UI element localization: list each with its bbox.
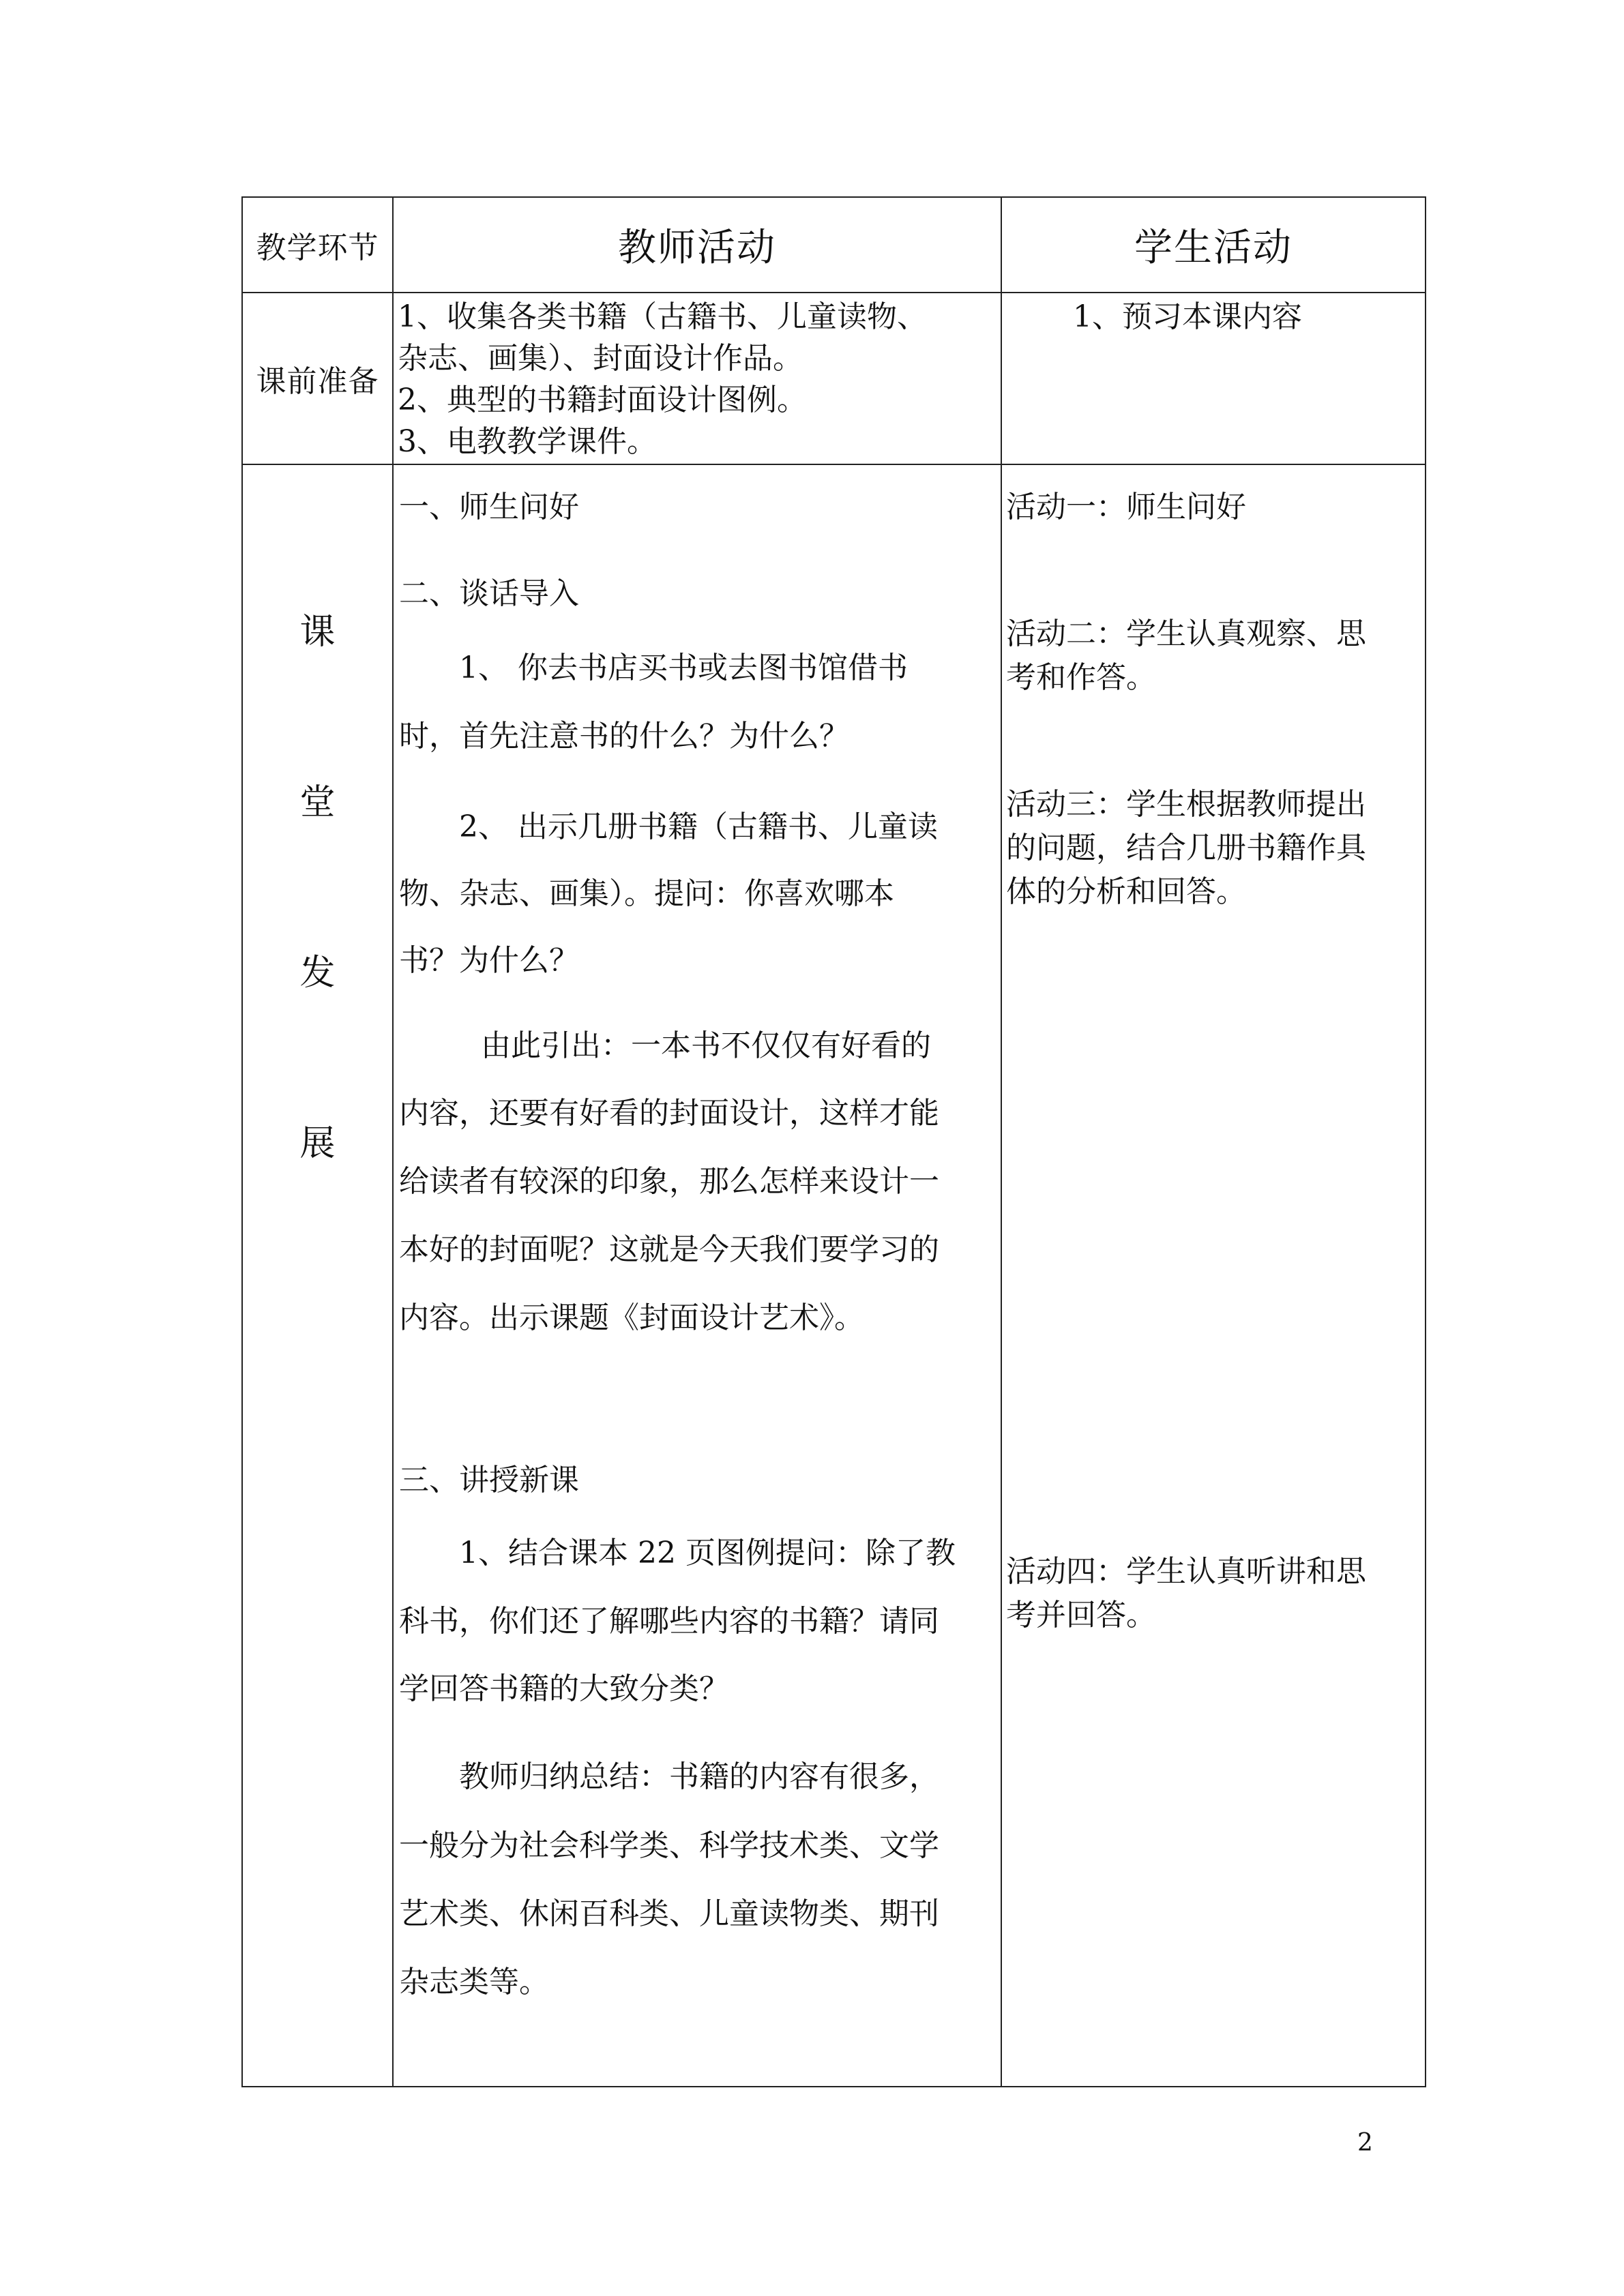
teacher-line: 二、谈话导入 <box>399 576 579 611</box>
classroom-development-row <box>242 464 1426 2087</box>
prep-student-cell: 1、预习本课内容 <box>1001 293 1426 464</box>
teacher-line: 物、杂志、画集）。提问：你喜欢哪本 <box>399 876 894 911</box>
student-line: 考并回答。 <box>1006 1598 1156 1632</box>
prep-teacher-cell <box>393 293 1001 464</box>
classroom-development-label <box>242 464 393 2087</box>
student-line: 活动二：学生认真观察、思 <box>1006 616 1366 651</box>
teacher-line: 1、 你去书店买书或去图书馆借书 <box>459 651 908 685</box>
teacher-line: 教师归纳总结：书籍的内容有很多， <box>459 1759 939 1794</box>
teacher-line: 内容，还要有好看的封面设计，这样才能 <box>399 1096 939 1131</box>
teacher-line: 杂志类等。 <box>399 1965 549 1999</box>
student-line: 体的分析和回答。 <box>1006 874 1246 909</box>
student-line: 的问题，结合几册书籍作具 <box>1006 831 1366 865</box>
header-row <box>242 197 1426 293</box>
teacher-line: 内容。出示课题《封面设计艺术》。 <box>399 1300 864 1335</box>
teacher-line: 一般分为社会科学类、科学技术类、文学 <box>399 1828 939 1863</box>
header-stage: 教学环节 <box>242 197 393 293</box>
teacher-line: 时，首先注意书的什么？为什么？ <box>399 719 849 754</box>
student-activity-cell <box>1001 464 1426 2087</box>
student-line: 活动三：学生根据教师提出 <box>1006 787 1366 822</box>
prep-teacher-line: 1、收集各类书籍（古籍书、儿童读物、 <box>398 299 927 334</box>
prep-teacher-line: 杂志、画集）、封面设计作品。 <box>398 341 803 376</box>
prep-label: 课前准备 <box>242 293 393 464</box>
student-line: 活动一：师生问好 <box>1006 490 1246 524</box>
teacher-line: 一、师生问好 <box>399 490 579 524</box>
teacher-line: 由此引出：一本书不仅仅有好看的 <box>481 1028 931 1063</box>
label-char: 堂 <box>299 782 336 823</box>
teacher-line: 科书，你们还了解哪些内容的书籍？请同 <box>399 1604 939 1639</box>
label-char: 课 <box>299 612 336 653</box>
teacher-line: 2、 出示几册书籍（古籍书、儿童读 <box>459 809 938 844</box>
student-line: 考和作答。 <box>1006 660 1156 695</box>
teacher-line: 学回答书籍的大致分类？ <box>399 1671 729 1706</box>
student-line: 活动四：学生认真听讲和思 <box>1006 1554 1366 1589</box>
teacher-line: 艺术类、休闲百科类、儿童读物类、期刊 <box>399 1896 939 1931</box>
teacher-line: 给读者有较深的印象，那么怎样来设计一 <box>399 1164 939 1199</box>
prep-teacher-line: 3、电教教学课件。 <box>398 424 657 459</box>
prep-row <box>242 293 1426 464</box>
header-teacher-activity: 教师活动 <box>393 197 1001 293</box>
prep-teacher-line: 2、典型的书籍封面设计图例。 <box>398 383 807 417</box>
label-char: 发 <box>299 953 336 994</box>
teacher-line: 书？为什么？ <box>399 943 579 978</box>
teacher-line: 1、结合课本 22 页图例提问：除了教 <box>459 1536 956 1570</box>
page-number: 2 <box>1357 2129 1373 2157</box>
header-student-activity: 学生活动 <box>1001 197 1426 293</box>
teacher-line: 三、讲授新课 <box>399 1463 579 1497</box>
teacher-line: 本好的封面呢？这就是今天我们要学习的 <box>399 1232 939 1267</box>
teacher-activity-cell <box>393 464 1001 2087</box>
lesson-plan-table <box>241 196 1426 2087</box>
label-char: 展 <box>299 1123 336 1164</box>
